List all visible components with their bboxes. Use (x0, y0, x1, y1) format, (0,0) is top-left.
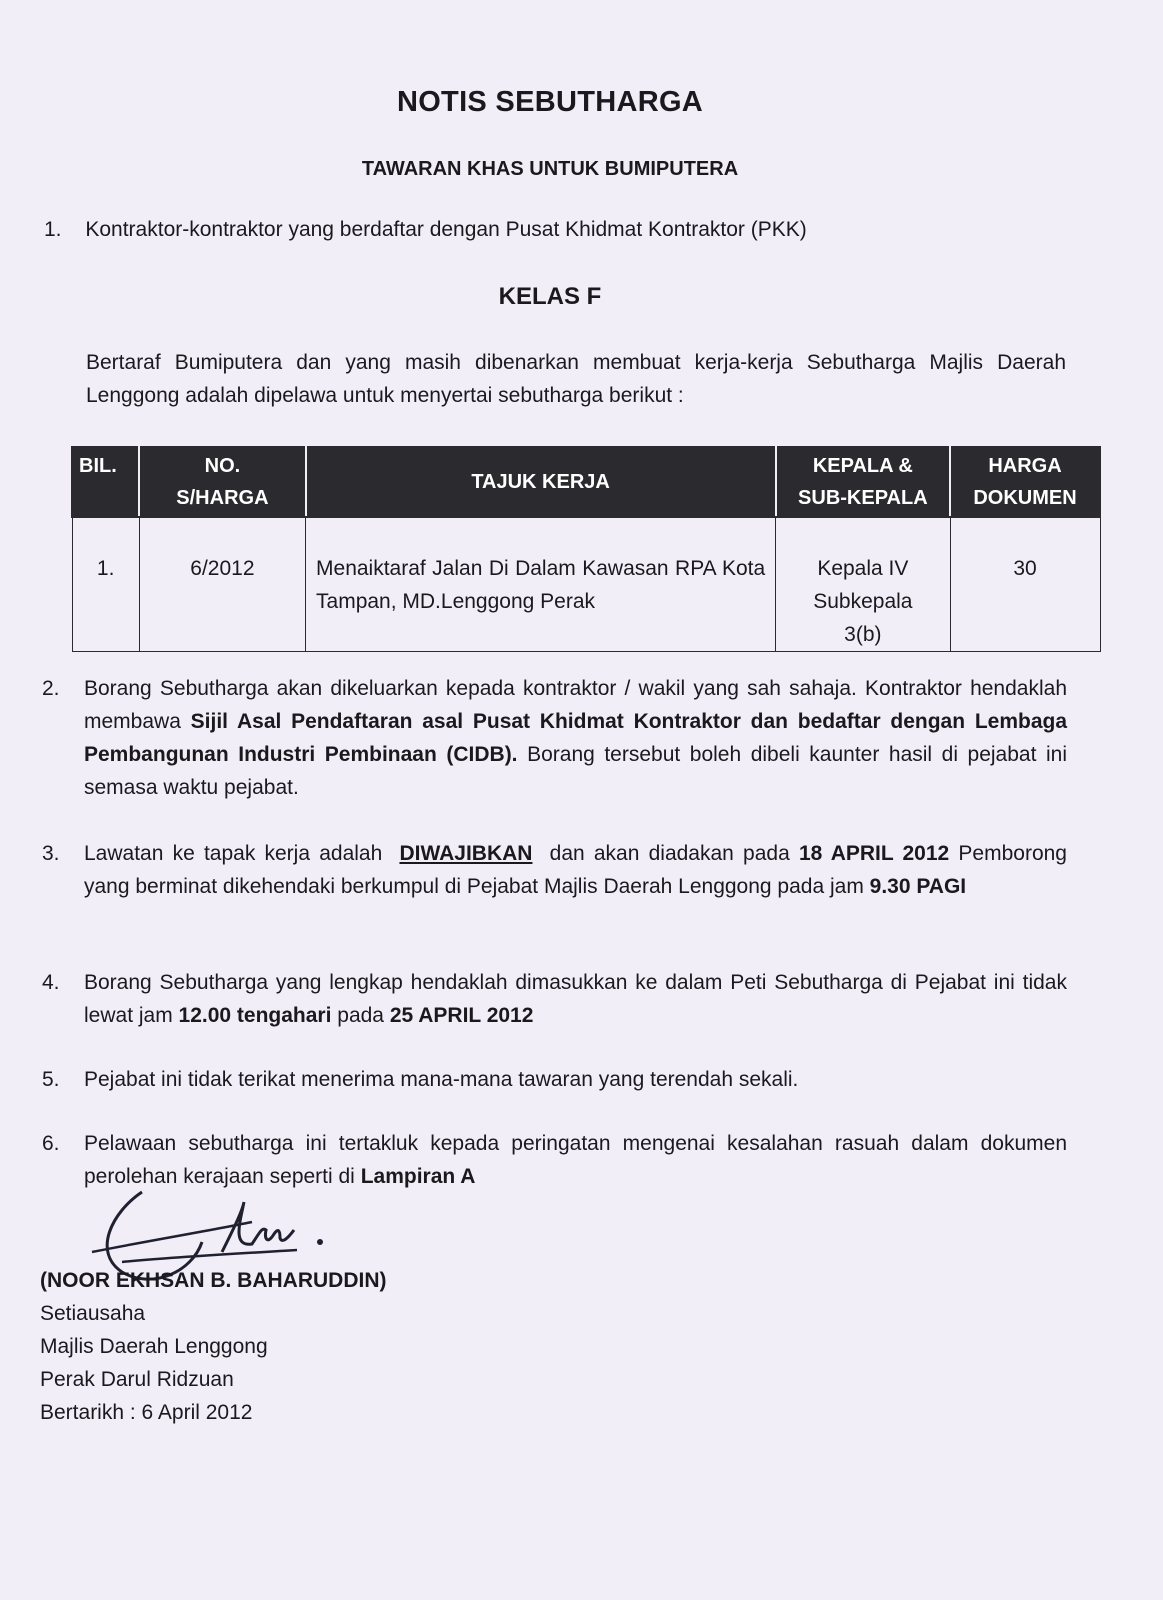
item-1-text: Kontraktor-kontraktor yang berdaftar dengan Pusat Khidmat Kontraktor (PKK) (85, 218, 807, 241)
item-3-number: 3. (42, 842, 60, 865)
item-5 (42, 1063, 1067, 1096)
item-2 (42, 672, 1067, 804)
header-tajuk-kerja: TAJUK KERJA (306, 447, 776, 517)
item-3 (42, 837, 1067, 903)
mandatory-underlined: DIWAJIBKAN (399, 842, 533, 865)
notice-date: Bertarikh : 6 April 2012 (40, 1401, 253, 1424)
item-1-number: 1. (44, 218, 62, 241)
class-heading: KELAS F (498, 283, 602, 310)
item-3-text: Lawatan ke tapak kerja adalah DIWAJIBKAN dan akan diadakan pada 18 APRIL 2012 Pemborong yang berminat dikehendaki berkumpul di Pejabat Majlis Daerah Lenggong pada jam 9.30 PAGI (84, 842, 1067, 898)
item-2-number: 2. (42, 677, 60, 700)
item-5-number: 5. (42, 1068, 60, 1091)
header-harga: HARGA DOKUMEN (950, 447, 1100, 517)
table-row (72, 517, 1100, 652)
tender-table (71, 446, 1101, 652)
item-4-text: Borang Sebutharga yang lengkap hendaklah dimasukkan ke dalam Peti Sebutharga di Pejabat ini tidak lewat jam 12.00 tengahari pada 25 APRIL 2012 (84, 971, 1067, 1027)
header-no-sharga: NO. S/HARGA (139, 447, 305, 517)
table-header-row (72, 447, 1100, 517)
cell-harga: 30 (950, 517, 1100, 652)
item-2-text: Borang Sebutharga akan dikeluarkan kepada kontraktor / wakil yang sah sahaja. Kontraktor hendaklah membawa Sijil Asal Pendaftaran asal Pusat Khidmat Kontraktor dan bedaftar dengan Lembaga Pembangunan Industri Pembinaan (CIDB). Borang tersebut boleh dibeli kaunter hasil di pejabat ini semasa waktu pejabat. (84, 677, 1068, 799)
document-title: NOTIS SEBUTHARGA (396, 86, 704, 118)
item-5-text: Pejabat ini tidak terikat menerima mana-mana tawaran yang terendah sekali. (84, 1068, 799, 1091)
item-6-text: Pelawaan sebutharga ini tertakluk kepada peringatan mengenai kesalahan rasuah dalam dokumen perolehan kerajaan seperti di Lampiran A (84, 1132, 1067, 1188)
cell-tajuk: Menaiktaraf Jalan Di Dalam Kawasan RPA Kota Tampan, MD.Lenggong Perak (306, 517, 776, 652)
item-4-number: 4. (42, 971, 60, 994)
signatory-organization: Majlis Daerah Lenggong (40, 1335, 268, 1358)
item-1 (44, 218, 807, 242)
document-subtitle: TAWARAN KHAS UNTUK BUMIPUTERA (361, 158, 739, 180)
signatory-position: Setiausaha (40, 1302, 146, 1325)
item-6-number: 6. (42, 1132, 60, 1155)
intro-paragraph: Bertaraf Bumiputera dan yang masih dibenarkan membuat kerja-kerja Sebutharga Majlis Daerah Lenggong adalah dipelawa untuk menyertai sebutharga berikut : (86, 351, 1066, 407)
header-bil: BIL. (72, 447, 139, 517)
cell-kepala: Kepala IV Subkepala 3(b) (776, 517, 950, 652)
item-4 (42, 966, 1067, 1032)
cell-bil: 1. (72, 517, 139, 652)
header-kepala: KEPALA & SUB-KEPALA (776, 447, 950, 517)
signatory-name: (NOOR EKHSAN B. BAHARUDDIN) (40, 1269, 387, 1292)
signature-block (40, 1264, 387, 1429)
cell-no: 6/2012 (139, 517, 305, 652)
signatory-state: Perak Darul Ridzuan (40, 1368, 234, 1391)
